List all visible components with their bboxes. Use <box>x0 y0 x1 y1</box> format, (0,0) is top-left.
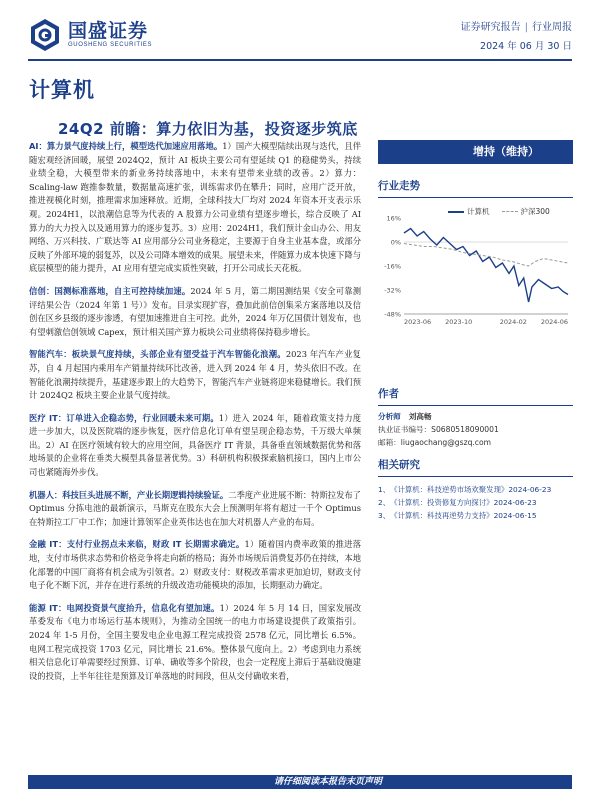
related-date: 2024-06-15 <box>493 511 537 520</box>
paragraph-text: 2023 年汽车产业复苏，自 4 月起国内乘用车产销量持续环比改善，进入到 2024 年 4 月，势头依旧不改。在智能化浪潮持续提升，基建逐步跟上的大趋势下，智能汽车产业链将迎来稳健增长。我们预计 2024Q2 板块主要企业景气度持续。 <box>29 349 361 401</box>
report-title: 24Q2 前瞻：算力依旧为基，投资逐步筑底 <box>58 120 358 138</box>
license-label: 执业证书编号： <box>378 425 432 434</box>
logo-chinese-name: 国盛证券 <box>68 20 149 42</box>
footer-disclaimer: 请仔细阅读本报告末页声明 <box>28 775 572 789</box>
paragraph-lead: 医疗 IT：订单进入企稳态势，行业回暖未来可期。 <box>29 412 219 423</box>
related-item[interactable] <box>378 509 573 522</box>
paragraph-lead: AI：算力景气度持续上行，模型迭代加速应用落地。 <box>29 141 223 151</box>
report-type-tag: 证券研究报告 <box>460 22 521 33</box>
tag-separator: | <box>524 22 528 33</box>
paragraph-text: 1）2024 年 5 月 14 日，国家发展改革委发布《电力市场运行基本规则》，为推动全国统一的电力市场建设提供了政策指引。2024 年 1-5 月份，全国主要发电企业电源工程完成投资 2578 亿元，同比增长 6.5%。电网工程完成投资 1703 亿元，同比增长 21.6%。整体景气度向上。2）考虑到电力系统相关信息化订单需要经过预算、订单、确收等多个阶段，也会一定程度上滞后于基础设施建设的投资，上半年往往是预算及订单落地的时间段，但从交付确收来看， <box>29 602 362 681</box>
email-row <box>378 436 573 449</box>
trend-heading: 行业走势 <box>378 178 573 198</box>
trend-chart <box>378 202 573 332</box>
y-tick-label: -16% <box>384 262 401 271</box>
industry-title: 计算机 <box>29 78 95 102</box>
related-date: 2024-06-23 <box>508 485 552 494</box>
paragraph-text: 1）进入 2024 年，随着政策支持力度进一步加大，以及医院端的逐步恢复，医疗信息化订单有望呈现企稳态势，千万级大单频出。2）AI 在医疗领域有较大的应用空间，具备医疗 IT 背景，具备垂直领域数据优势和落地场景的企业将在垂类大模型具备显著优势。3）科研机构积极探索脑机接口，国内上市公司也紧随海外步伐。 <box>29 412 362 478</box>
report-meta <box>461 18 572 52</box>
y-tick-label: 16% <box>386 214 401 223</box>
x-tick-label: 2023-10 <box>445 318 473 326</box>
related-num: 1、 <box>378 485 391 494</box>
paragraph-lead: 智能汽车：板块景气度持续，头部企业有望受益于汽车智能化浪潮。 <box>29 349 286 360</box>
header-divider <box>28 59 572 61</box>
analyst-role: 分析师 <box>378 412 401 421</box>
related-title: 《计算机：科技再逆势力支持》 <box>390 511 494 520</box>
trend-chart-svg <box>378 202 573 332</box>
legend-item-computer <box>448 206 490 217</box>
company-logo <box>28 18 152 52</box>
paragraph-xinchuang <box>29 285 361 339</box>
paragraph-finance-it <box>29 538 361 592</box>
sidebar <box>378 140 573 522</box>
legend-swatch-solid <box>448 211 464 213</box>
paragraph-lead: 信创：国测标准落地，自主可控持续加速。 <box>29 285 191 296</box>
logo-emblem-icon <box>28 18 62 52</box>
authors-heading: 作者 <box>378 386 573 406</box>
analyst-name: 刘高畅 <box>408 412 432 421</box>
legend-item-csi300 <box>502 206 550 217</box>
x-tick-label: 2024-02 <box>499 318 527 326</box>
related-num: 3、 <box>378 511 391 520</box>
paragraph-lead: 机器人：科技巨头进展不断，产业长期逻辑持续验证。 <box>29 489 229 500</box>
related-num: 2、 <box>378 498 391 507</box>
report-category-tag: 行业周报 <box>532 22 572 33</box>
license-number: S0680518090001 <box>431 425 499 434</box>
y-tick-label: -48% <box>384 310 401 319</box>
paragraph-medical-it <box>29 412 361 480</box>
rating-badge: 增持（维持） <box>378 140 573 164</box>
email-address[interactable]: liugaochang@gszq.com <box>400 438 492 447</box>
related-heading: 相关研究 <box>378 457 573 477</box>
email-label: 邮箱： <box>378 438 401 447</box>
paragraph-text: 1）国产大模型陆续出现与迭代，且伴随宏观经济回暖，展望 2024Q2，预计 AI 板块主要公司有望延续 Q1 的稳健势头，持续业绩全稳，大模型带来的新业务持续落地中，未来有望带来业绩的改善。2）算力：Scaling-law 跑推参数量，数据量高速扩张，训练需求仍在攀升；同时，应用广泛开放，推进视模化时刻，推理需求加速释放。近期，全球科技大厂均对 2024 年资本开支表示乐观。2024H1，以浪潮信息等为代表的 A 股算力公司业绩有望逐步增长，综合反映了 AI 算力的大力投入以及通用算力的逐步复苏。3）应用：2024H1，我们预计金山办公、用友网络、万兴科技、广联达等 AI 应用部分公司业务稳定，主要源于自身主业基本盘，或部分反映了外部环境的弱复苏，以及公司降本增效的成果。展望未来，伴随算力成本快速下降与底层模型的能力提升，AI 应用有望完成实质性突破，打开公司成长天花板。 <box>29 141 362 274</box>
paragraph-text: 二季度产业进展不断：特斯拉发布了 Optimus 分拣电池的最新演示，马斯克在股东大会上预测明年将有超过一千个 Optimus 在特斯拉工厂中工作；加速计算领军企业英伟达也在加大对机器人产业的布局。 <box>29 489 361 527</box>
y-tick-label: 0% <box>390 238 401 247</box>
related-item[interactable] <box>378 496 573 509</box>
x-tick-label: 2023-06 <box>404 318 432 326</box>
logo-english-name: GUOSHENG SECURITIES <box>68 42 153 48</box>
related-title: 《计算机：科技逆势市场欢聚发现》 <box>390 485 509 494</box>
paragraph-smart-car <box>29 348 361 402</box>
paragraph-ai <box>29 140 361 276</box>
paragraph-lead: 金融 IT：支付行业拐点未来临，财政 IT 长期需求确定。 <box>29 539 245 550</box>
related-list <box>378 483 573 522</box>
series-line-csi300 <box>404 244 568 267</box>
chart-legend <box>448 206 562 217</box>
report-body <box>29 140 361 692</box>
related-title: 《计算机：投资修复方向探讨》 <box>390 498 494 507</box>
legend-label: 计算机 <box>467 207 490 216</box>
paragraph-text: 2024 年 5 月，第二期国测结果《安全可靠测评结果公告（2024 年第 1 号）》发布。目录实现扩容，叠加此前信创集采方案落地以及信创在区乡县级的逐步渗透，有望加速推进自主可控。此外，2024 年万亿国债计划发布，也有望刺激信创领域 Capex，预计相关国产算力板块公司业绩将保持稳步增长。 <box>29 285 361 337</box>
paragraph-lead: 能源 IT：电网投资景气度抬升，信息化有望加速。 <box>29 602 220 613</box>
legend-label: 沪深300 <box>520 207 550 216</box>
paragraph-text: 1）随着国内费率政策的推进落地，支付市场供求态势和价格竞争将走向新的格局；海外市场规后消费复苏仍在持续，本地化部署的中国厂商将有机会成为引领者。2）财政支付：财税改革需求更加迫切，财政支付电子化不断下沉，并存在进行系统的升级改造功能模块的添加，长期驱动力确定。 <box>29 539 361 591</box>
series-line-computer <box>404 229 568 303</box>
report-date: 2024 年 06 月 30 日 <box>480 41 572 52</box>
y-tick-label: -32% <box>384 286 401 295</box>
legend-swatch-dash <box>502 211 518 212</box>
analyst-row <box>378 410 573 423</box>
paragraph-energy-it <box>29 602 361 684</box>
related-date: 2024-06-23 <box>493 498 537 507</box>
paragraph-robot <box>29 489 361 530</box>
license-row <box>378 423 573 436</box>
related-item[interactable] <box>378 483 573 496</box>
x-tick-label: 2024-06 <box>540 318 568 326</box>
